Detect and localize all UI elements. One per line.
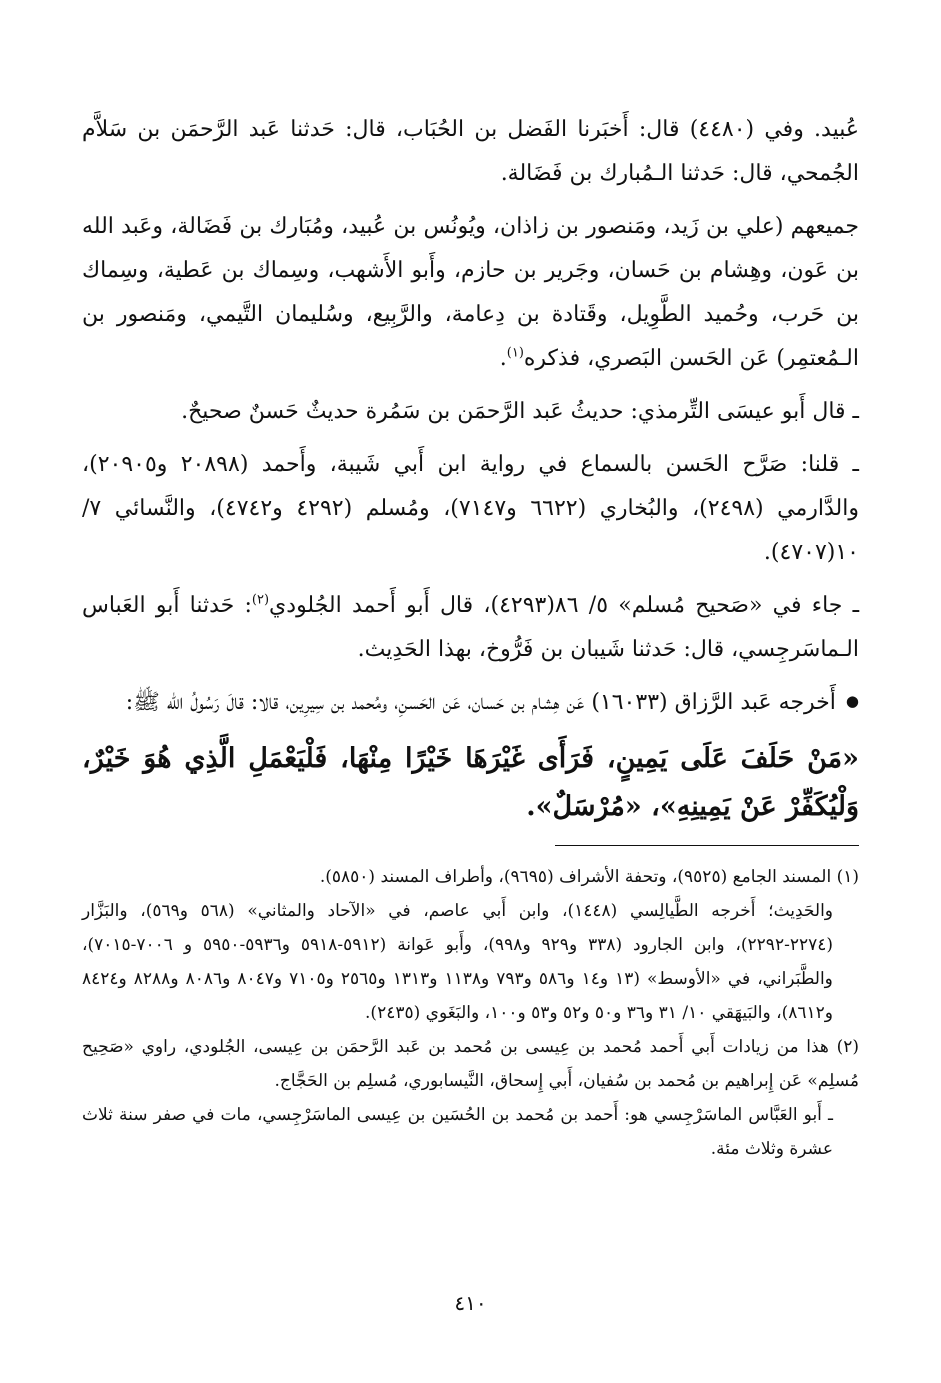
paragraph-6-text: أَخرجه عَبد الرَّزاق (١٦٠٣٣) عَن هِشام بن حَسان، عَن الحَسنِ، ومُحمد بن سِيرِين، قالا: قالَ رَسُولُ الله ﷺ: bbox=[125, 690, 836, 715]
paragraph-5 bbox=[82, 584, 859, 672]
footnote-divider bbox=[555, 845, 859, 846]
paragraph-2-text: جميعهم (علي بن زَيد، ومَنصور بن زاذان، ويُونُس بن عُبيد، ومُبَارك بن فَضَالة، وعَبد الله بن عَون، وهِشام بن حَسان، وجَرير بن حازم، وأَبو الأَشهب، وسِماك بن عَطية، وسِماك بن حَرب، وحُميد الطَّوِيل، وقَتادة بن دِعامة، والرَّبِيع، وسُليمان التَّيمي، ومَنصور بن الـمُعتمِر) عَن الحَسن البَصري، فذكره bbox=[82, 214, 859, 371]
paragraph-1: عُبيد. وفي (٤٤٨٠) قال: أَخبَرنا الفَضل بن الحُبَاب، قال: حَدثنا عَبد الرَّحمَن بن سَلاَّم الجُمحي، قال: حَدثنا الـمُبارك بن فَضَالة. bbox=[82, 117, 859, 186]
footnote-1: (١) المسند الجامع (٩٥٢٥)، وتحفة الأشراف (٩٦٩٥)، وأطراف المسند (٥٨٥٠). bbox=[319, 867, 859, 887]
footnote-ref-1[interactable]: (١) bbox=[506, 345, 524, 361]
paragraph-2 bbox=[82, 205, 859, 381]
paragraph-2-end: . bbox=[499, 346, 507, 371]
paragraph-4: ـ قلنا: صَرَّح الحَسن بالسماع في رواية ابن أَبي شَيبة، وأَحمد (٢٠٨٩٨ و٢٠٩٠٥)، والدَّارمي (٢٤٩٨)، والبُخاري (٦٦٢٢ و٧١٤٧)، ومُسلم (٤٢٩٢ و٤٧٤٢)، والنَّسائي ٧/ ١٠(٤٧٠٧). bbox=[82, 452, 859, 565]
main-text bbox=[82, 108, 859, 831]
footnotes bbox=[82, 860, 859, 1166]
paragraph-5-text-b: : حَدثنا أَبو العَباس الـماسَرجِسي، قال: حَدثنا شَيبان بن فَرُّوخ، بهذا الحَدِيث. bbox=[82, 593, 859, 662]
paragraph-6 bbox=[82, 681, 859, 726]
footnote-2: (٢) هذا من زيادات أَبي أَحمد مُحمد بن عِيسى بن مُحمد بن عَبد الرَّحمَن بن عِيسى، الجُلودي، راوي «صَحِيح مُسلِم» عَن إِبراهيم بن مُحمد بن سُفيان، أَبي إِسحاق، النَّيسابوري، مُسلِم بن الحَجَّاج. bbox=[82, 1037, 859, 1091]
footnote-ref-2[interactable]: (٢) bbox=[251, 592, 270, 608]
paragraph-3: ـ قال أَبو عيسَى التِّرمذي: حديثُ عَبد الرَّحمَن بن سَمُرة حديثٌ حَسنٌ صحيحٌ. bbox=[181, 399, 859, 424]
paragraph-5-text-a: ـ جاء في «صَحيح مُسلم» ٥/ ٨٦(٤٢٩٣)، قال أَبو أَحمد الجُلودي bbox=[269, 593, 860, 618]
footnote-1-continued: والحَدِيث؛ أَخرجه الطَّيالِسي (١٤٤٨)، وابن أَبي عاصم، في «الآحاد والمثاني» (٥٦٨ و٥٦٩)، والبَزَّار (٢٢٧٤-٢٢٩٢)، وابن الجارود (٣٣٨ و٩٢٩ و٩٩٨)، وأَبو عَوانة (٥٩١٢-٥٩١٨ و٥٩٣٦-٥٩٥٠ و ٧٠٠٦-٧٠١٥)، والطَّبَراني، في «الأوسط» (١٣ و١٤ و٥٨٦ و٧٩٣ و١١٣٨ و١٣١٣ و٢٥٦٥ و٧١٠٥ و٨٠٤٧ و٨٠٨٦ و٨٢٨٨ و٨٤٢٤ و٨٦١٢)، والبَيهَقي ١٠/ ٣١ و٣٦ و٥٠ و٥٢ و٥٣ و١٠٠، والبَغَوي (٢٤٣٥). bbox=[82, 901, 834, 1023]
hadith-text: «مَنْ حَلَفَ عَلَى يَمِينٍ، فَرَأَى غَيْرَهَا خَيْرًا مِنْهَا، فَلْيَعْمَلِ الَّذِي هُوَ خَيْرٌ، وَلْيُكَفِّرْ عَنْ يَمِينِهِ»، «مُرْسَلٌ». bbox=[82, 743, 859, 822]
footnote-2-continued: ـ أَبو العَبَّاس الماسَرْجِسي هو: أَحمد بن مُحمد بن الحُسَين بن عِيسى الماسَرْجِسي، مات في صفر سنة ثلاث عشرة وثلاث مئة. bbox=[82, 1105, 833, 1159]
page-number: ٤١٠ bbox=[454, 1291, 487, 1315]
